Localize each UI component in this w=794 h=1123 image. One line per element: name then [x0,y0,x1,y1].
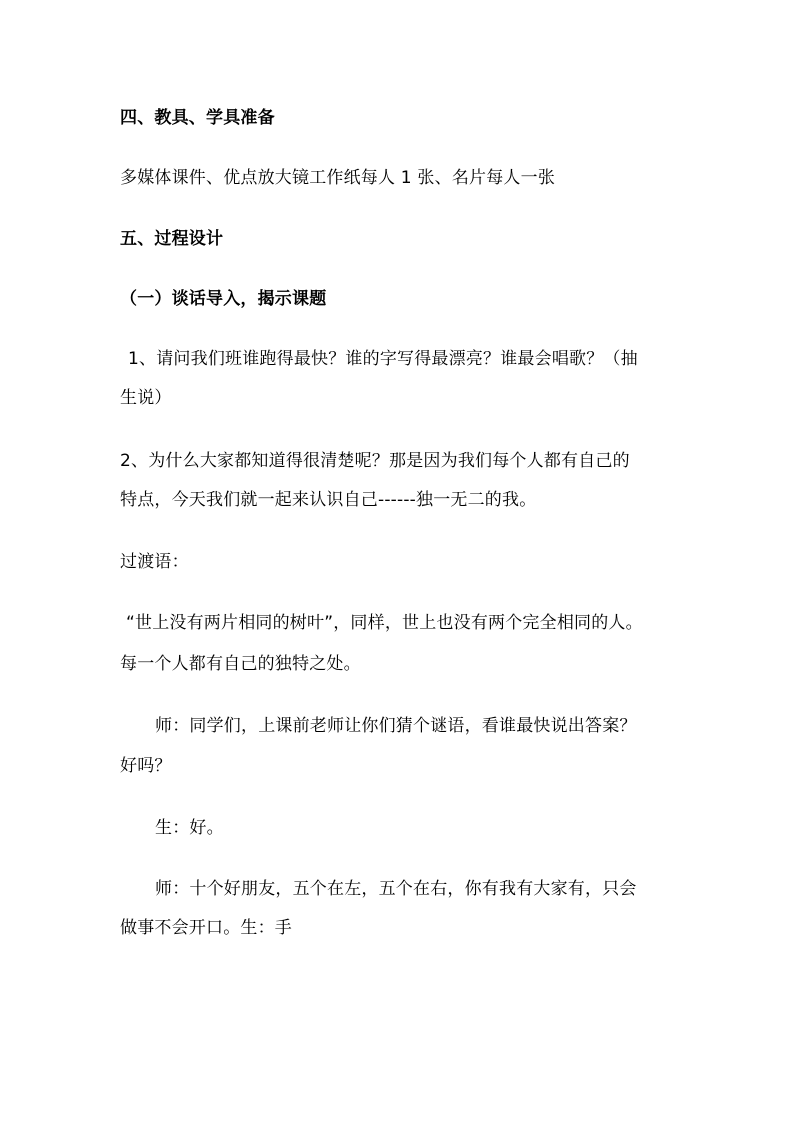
transition-line2: 每一个人都有自己的独特之处。 [120,654,361,674]
teacher1-line2: 好吗？ [120,756,172,776]
teacher2-line1: 师：十个好朋友，五个在左，五个在右，你有我有大家有，只会 [155,879,637,899]
item1-line1: 1、请问我们班谁跑得最快？谁的字写得最漂亮？谁最会唱歌？（抽 [128,349,638,369]
student1-line: 生：好。 [155,818,224,838]
section5-heading: 五、过程设计 [120,229,224,249]
section4-heading: 四、教具、学具准备 [120,108,275,128]
teacher2-line2: 做事不会开口。生：手 [120,918,292,938]
item2-line2: 特点，今天我们就一起来认识自己------独一无二的我。 [120,490,537,510]
section4-body: 多媒体课件、优点放大镜工作纸每人 1 张、名片每人一张 [120,168,556,188]
subsection1-heading: （一）谈话导入，揭示课题 [120,289,327,309]
item1-line2: 生说） [120,388,172,408]
transition-line1: “世上没有两片相同的树叶”，同样，世上也没有两个完全相同的人。 [126,613,643,633]
teacher1-line1: 师：同学们，上课前老师让你们猜个谜语，看谁最快说出答案？ [155,716,637,736]
item2-line1: 2、为什么大家都知道得很清楚呢？那是因为我们每个人都有自己的 [120,451,630,471]
transition-label: 过渡语： [120,552,189,572]
